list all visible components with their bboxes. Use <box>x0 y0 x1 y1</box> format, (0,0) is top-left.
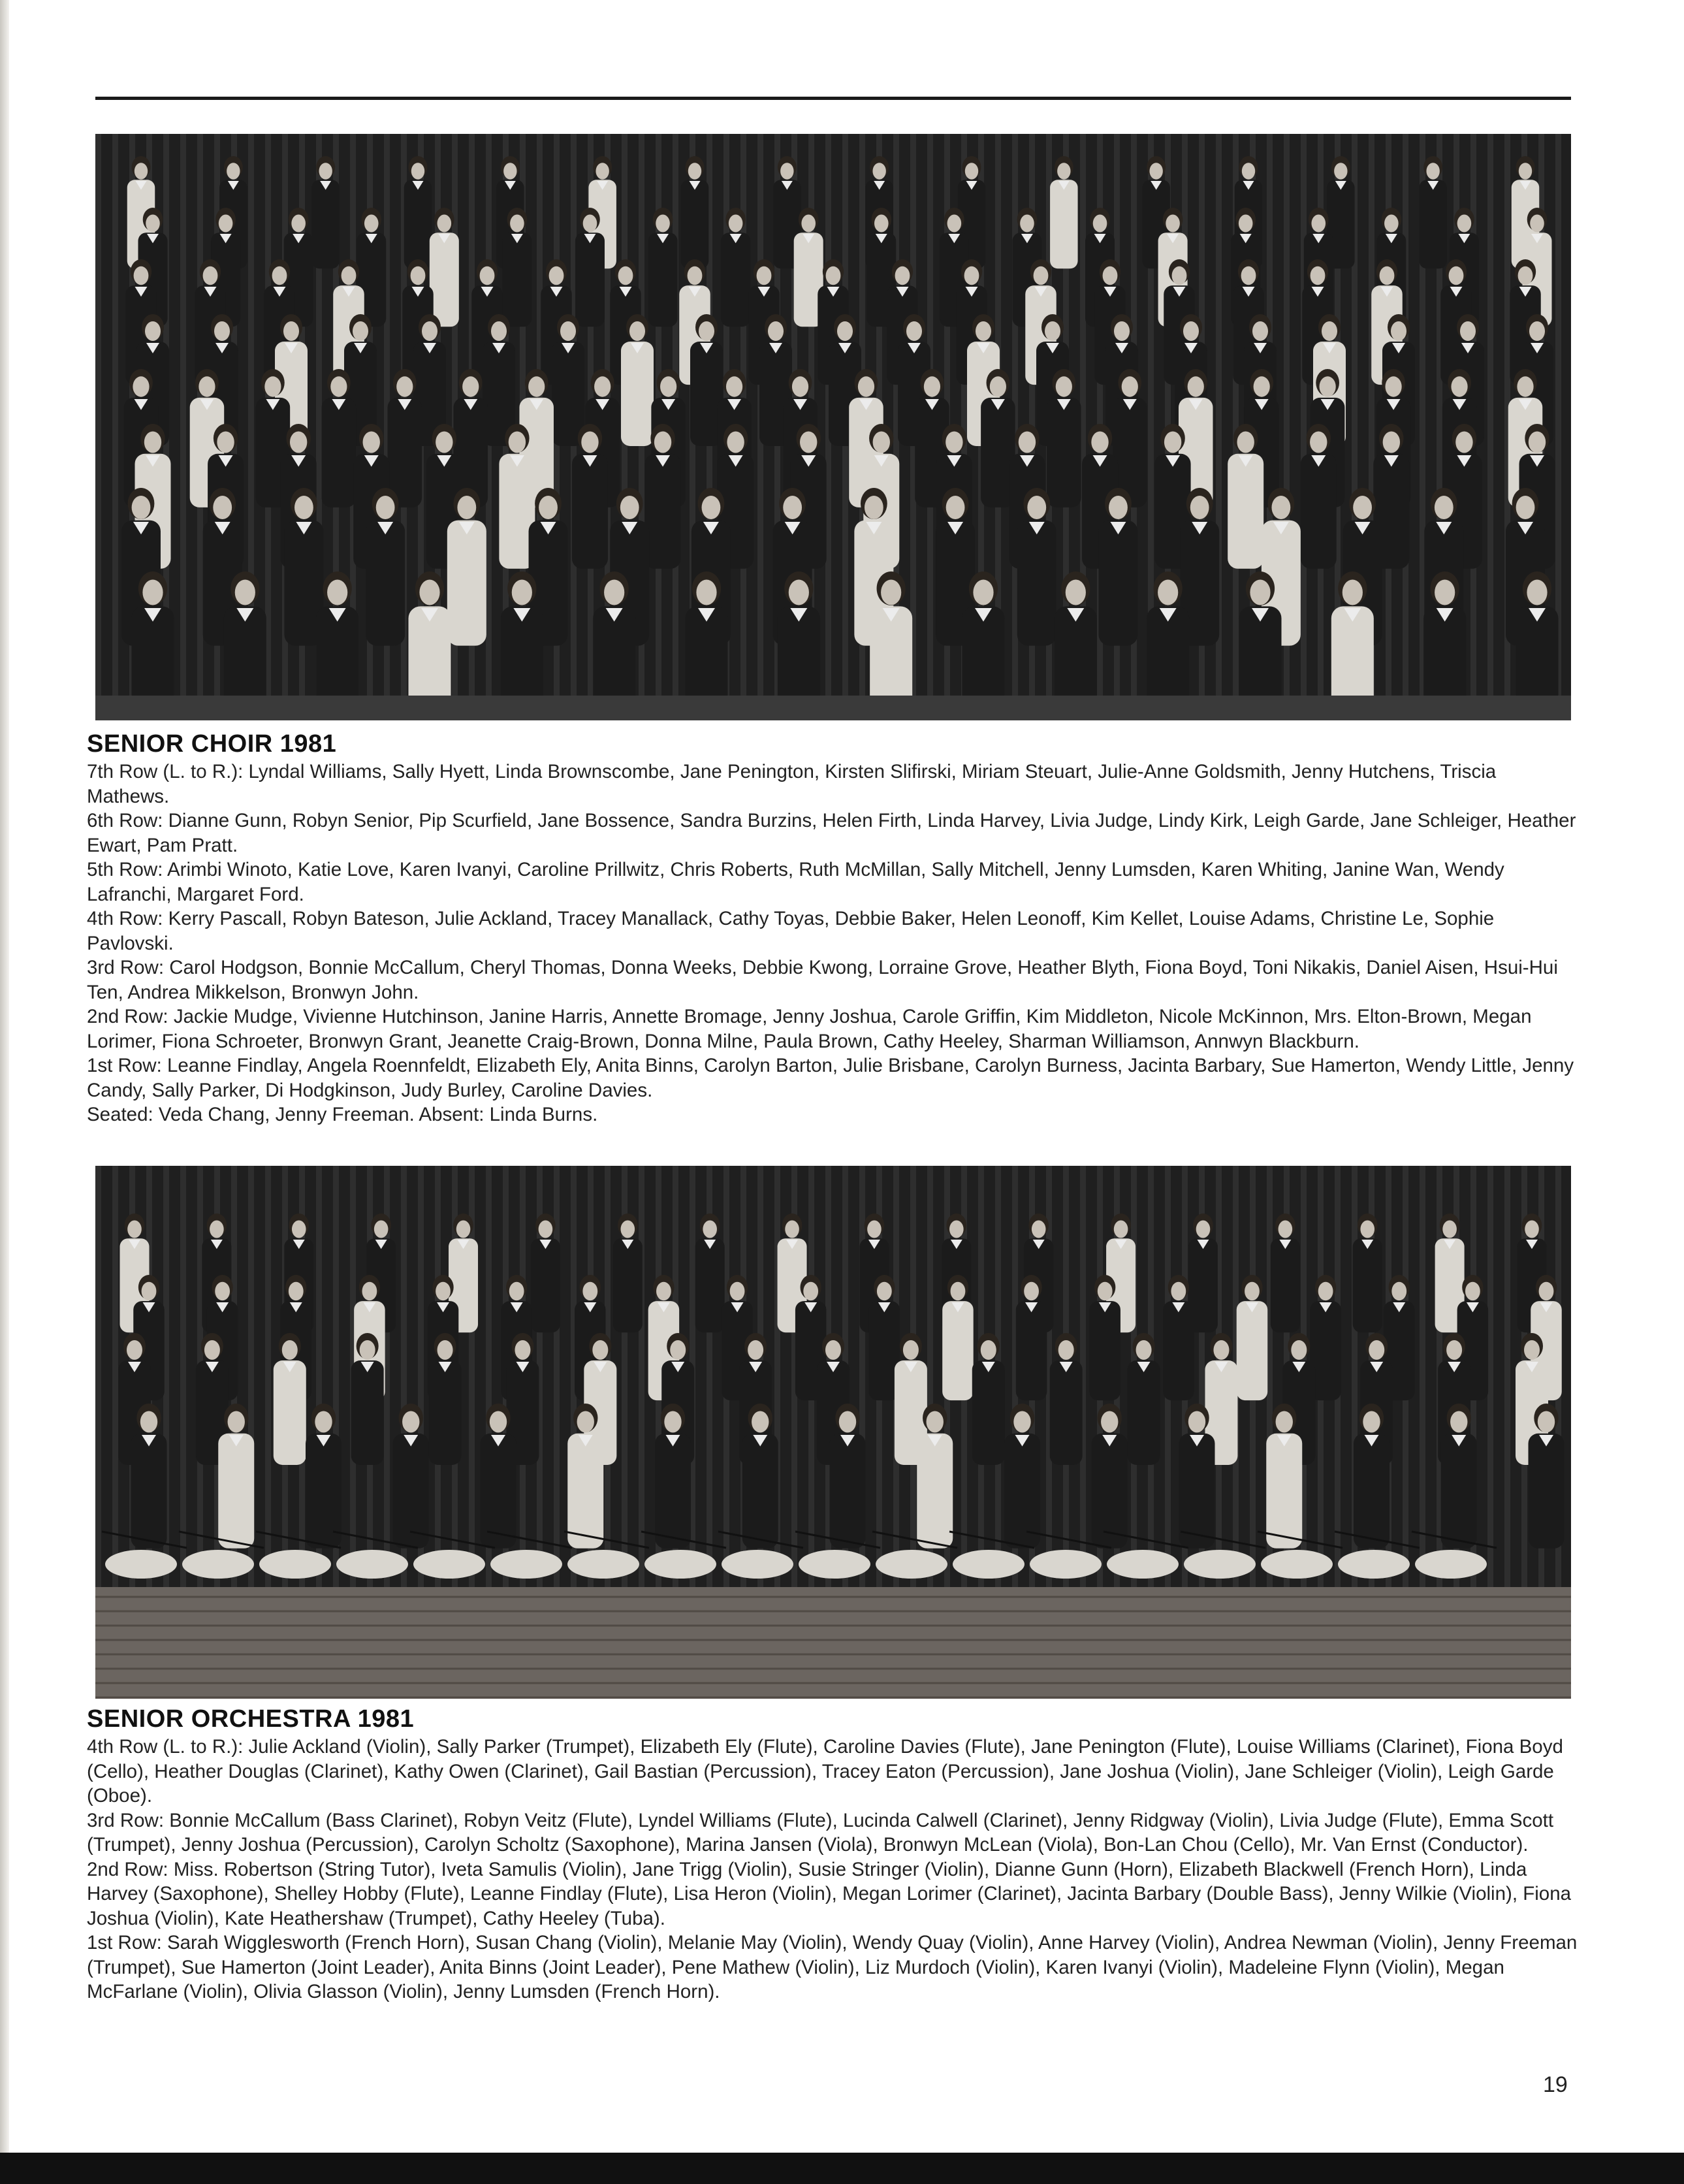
choir-row-4: 4th Row: Kerry Pascall, Robyn Bateson, Julie Ackland, Tracey Manallack, Cathy Toyas, Debbie Baker, Helen Leonoff, Kim Kellet, Louise Adams, Christine Le, Sophie Pavlovski. <box>87 908 1495 954</box>
orchestra-row-1: 1st Row: Sarah Wigglesworth (French Horn), Susan Chang (Violin), Melanie May (Violin), Wendy Quay (Violin), Anne Harvey (Violin), Andrea Newman (Violin), Jenny Freeman (Trumpet), Sue Hamerton (Joint Leader), Anita Binns (Joint Leader), Pene Mathew (Violin), Liz Murdoch (Violin), Karen Ivanyi (Violin), Madeleine Flynn (Violin), Megan McFarlane (Violin), Olivia Glasson (Violin), Jenny Lumsden (French Horn). <box>87 1932 1578 2002</box>
senior-choir-title: SENIOR CHOIR 1981 <box>87 730 337 758</box>
choir-row-2: 2nd Row: Jackie Mudge, Vivienne Hutchinson, Janine Harris, Annette Bromage, Jenny Joshua, Carole Griffin, Kim Middleton, Nicole McKinnon, Mrs. Elton-Brown, Megan Lorimer, Fiona Schroeter, Bronwyn Grant, Jeanette Craig-Brown, Donna Milne, Paula Brown, Cathy Heeley, Sharman Williamson, Annwyn Blackburn. <box>87 1006 1532 1052</box>
orchestra-row-4: 4th Row (L. to R.): Julie Ackland (Violin), Sally Parker (Trumpet), Elizabeth Ely (Flute), Caroline Davies (Flute), Jane Penington (Flute), Louise Williams (Clarinet), Fiona Boyd (Cello), Heather Douglas (Clarinet), Kathy Owen (Clarinet), Gail Bastian (Percussion), Tracey Eaton (Percussion), Jane Joshua (Violin), Jane Schleiger (Violin), Leigh Garde (Oboe). <box>87 1736 1563 1807</box>
page-edge <box>0 0 9 2184</box>
scan-bottom-band <box>0 2153 1684 2184</box>
senior-choir-photo <box>95 134 1571 720</box>
choir-seated-absent: Seated: Veda Chang, Jenny Freeman. Absent: Linda Burns. <box>87 1104 598 1125</box>
choir-row-5: 5th Row: Arimbi Winoto, Katie Love, Karen Ivanyi, Caroline Prillwitz, Chris Roberts, Ruth McMillan, Sally Mitchell, Jenny Lumsden, Karen Whiting, Janine Wan, Wendy Lafranchi, Margaret Ford. <box>87 859 1504 905</box>
senior-choir-photo-drawing <box>95 134 1571 720</box>
orchestra-row-2: 2nd Row: Miss. Robertson (String Tutor), Iveta Samulis (Violin), Jane Trigg (Violin), Susie Stringer (Violin), Dianne Gunn (Horn), Elizabeth Blackwell (French Horn), Linda Harvey (Saxophone), Shelley Hobby (Flute), Leanne Findlay (Flute), Lisa Heron (Violin), Megan Lorimer (Clarinet), Jacinta Barbary (Double Bass), Jenny Wilkie (Violin), Fiona Joshua (Violin), Kate Heathershaw (Trumpet), Cathy Heeley (Tuba). <box>87 1858 1572 1929</box>
choir-row-6: 6th Row: Dianne Gunn, Robyn Senior, Pip Scurfield, Jane Bossence, Sandra Burzins, Helen Firth, Linda Harvey, Livia Judge, Lindy Kirk, Leigh Garde, Jane Schleiger, Heather Ewart, Pam Pratt. <box>87 810 1576 856</box>
choir-row-1: 1st Row: Leanne Findlay, Angela Roennfeldt, Elizabeth Ely, Anita Binns, Carolyn Barton, Julie Brisbane, Carolyn Burness, Jacinta Barbary, Sue Hamerton, Wendy Little, Jenny Candy, Sally Parker, Di Hodgkinson, Judy Burley, Caroline Davies. <box>87 1055 1574 1101</box>
choir-row-3: 3rd Row: Carol Hodgson, Bonnie McCallum, Cheryl Thomas, Donna Weeks, Debbie Kwong, Lorraine Grove, Heather Blyth, Fiona Boyd, Toni Nikakis, Daniel Aisen, Hsui-Hui Ten, Andrea Mikkelson, Bronwyn John. <box>87 957 1558 1003</box>
orchestra-row-3: 3rd Row: Bonnie McCallum (Bass Clarinet), Robyn Veitz (Flute), Lyndel Williams (Flute), Lucinda Calwell (Clarinet), Jenny Ridgway (Violin), Livia Judge (Flute), Emma Scott (Trumpet), Jenny Joshua (Percussion), Carolyn Scholtz (Saxophone), Marina Jansen (Viola), Bronwyn McLean (Viola), Bon-Lan Chou (Cello), Mr. Van Ernst (Conductor). <box>87 1809 1554 1855</box>
choir-row-7: 7th Row (L. to R.): Lyndal Williams, Sally Hyett, Linda Brownscombe, Jane Penington, Kirsten Slifirski, Miriam Steuart, Julie-Anne Goldsmith, Jenny Hutchens, Triscia Mathews. <box>87 761 1497 807</box>
senior-orchestra-title: SENIOR ORCHESTRA 1981 <box>87 1705 415 1733</box>
page-number: 19 <box>1543 2072 1568 2097</box>
senior-orchestra-photo-drawing <box>95 1166 1571 1699</box>
top-rule <box>95 97 1571 100</box>
senior-choir-section <box>87 730 1582 1127</box>
senior-orchestra-photo <box>95 1166 1571 1699</box>
senior-orchestra-section <box>87 1705 1582 2004</box>
